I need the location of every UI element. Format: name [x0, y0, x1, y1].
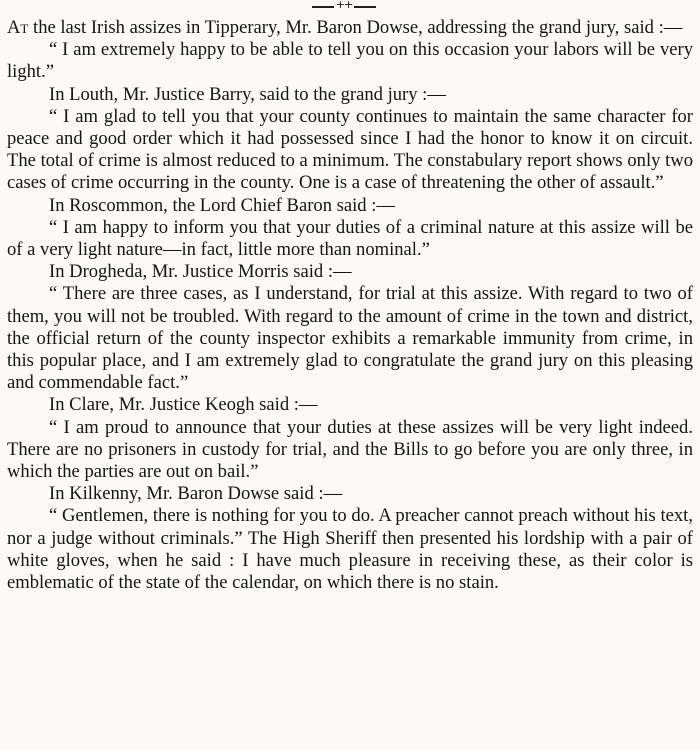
article-body: [7, 17, 693, 594]
heading-roscommon: In Roscommon, the Lord Chief Baron said :—: [49, 194, 395, 216]
quote-louth: “ I am glad to tell you that your county continues to maintain the same character for peace and good order which it had possessed since I had the honor to know it on circuit. The total of crime is almost reduced to a minimum. The constabulary report shows only two cases of crime occurring in the county. One is a case of threatening the other of assault.”: [7, 105, 693, 194]
heading-clare: In Clare, Mr. Justice Keogh said :—: [49, 394, 318, 416]
heading-louth: In Louth, Mr. Justice Barry, said to the grand jury :—: [49, 83, 446, 105]
heading-kilkenny: In Kilkenny, Mr. Baron Dowse said :—: [49, 483, 343, 505]
divider-mark: ++: [335, 0, 353, 11]
quote-tipperary: “ I am extremely happy to be able to tell you on this occasion your labors will be very light.”: [7, 39, 693, 83]
quote-clare: “ I am proud to announce that your duties at these assizes will be very light indeed. There are no prisoners in custody for trial, and the Bills to go before you are only three, in which the parties are out on bail.”: [7, 416, 693, 483]
divider-rule-right: [354, 6, 376, 8]
quote-kilkenny: “ Gentlemen, there is nothing for you to do. A preacher cannot preach without his text, nor a judge without criminals.” The High Sheriff then presented his lordship with a pair of white gloves, when he said : I have much pleasure in receiving these, as their color is emblematic of the state of the calendar, on which there is no stain.: [7, 505, 693, 594]
section-divider-ornament: [312, 1, 376, 13]
quote-drogheda: “ There are three cases, as I understand, for trial at this assize. With regard to two of them, you will not be troubled. With regard to the amount of crime in the town and district, the official return of the county inspector exhibits a remarkable immunity from crime, in this popular place, and I am extremely glad to congratulate the grand jury on this pleasing and commendable fact.”: [7, 283, 693, 394]
intro-paragraph: [7, 17, 693, 39]
divider-rule-left: [312, 6, 334, 8]
heading-drogheda: In Drogheda, Mr. Justice Morris said :—: [49, 261, 352, 283]
intro-text: the last Irish assizes in Tipperary, Mr. Baron Dowse, addressing the grand jury, said :—: [28, 17, 683, 38]
intro-lead-word: At: [7, 17, 29, 38]
quote-roscommon: “ I am happy to inform you that your duties of a criminal nature at this assize will be of a very light nature—in fact, little more than nominal.”: [7, 216, 693, 261]
